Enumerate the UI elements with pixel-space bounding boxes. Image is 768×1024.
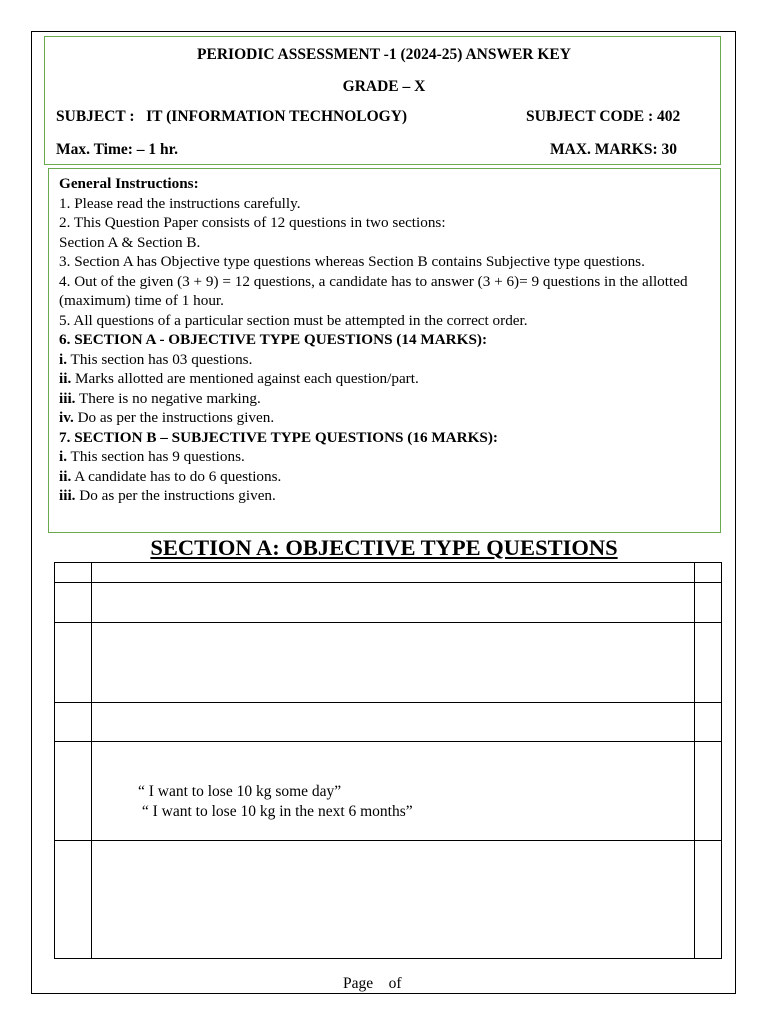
general-instructions [48,168,721,533]
item-number: ii. [59,467,72,485]
item-text: Do as per the instructions given. [75,487,276,504]
instruction-line: 2. This Question Paper consists of 12 questions in two sections: [59,214,446,231]
quote-line: “ I want to lose 10 kg some day” [138,783,342,800]
table-cell [55,623,92,703]
table-cell [92,583,695,623]
section-b-instruction-item [59,486,712,506]
item-number: i. [59,350,68,368]
item-text: This section has 03 questions. [67,350,253,368]
section-a-title [0,535,768,561]
section-a-instruction-item [59,389,712,409]
quote-line: “ I want to lose 10 kg in the next 6 months” [138,803,413,820]
section-a-title-text: SECTION A: OBJECTIVE TYPE QUESTIONS [150,535,618,560]
item-number: iii. [59,487,76,504]
table-cell [695,623,722,703]
item-number: iv. [59,409,74,426]
table-row [55,563,722,583]
quote-block [92,742,694,822]
section-b-instructions-heading: 7. SECTION B – SUBJECTIVE TYPE QUESTIONS (16 MARKS): [59,428,498,446]
table-cell [695,563,722,583]
instruction-line: 5. All questions of a particular section must be attempted in the correct order. [59,311,528,329]
instruction-line: 4. Out of the given (3 + 9) = 12 questions, a candidate has to answer (3 + 6)= 9 questions in the allotted (maximum) time of 1 hour. [59,272,688,309]
item-text: Do as per the instructions given. [73,409,275,426]
page-footer: Page of [343,975,402,992]
grade-label: GRADE – X [342,78,426,95]
table-cell [92,623,695,703]
section-b-instruction-item [59,467,712,487]
table-cell [695,583,722,623]
section-a-instruction-item [59,408,712,428]
item-text: Marks allotted are mentioned against each question/part. [71,370,419,387]
item-number: iii. [59,389,76,407]
section-a-instructions-heading: 6. SECTION A - OBJECTIVE TYPE QUESTIONS (14 MARKS): [59,331,487,348]
section-a-instruction-item [59,369,712,389]
section-b-instruction-item [59,447,712,467]
instructions-heading: General Instructions: [59,175,199,192]
item-text: There is no negative marking. [75,389,261,407]
instruction-line: 1. Please read the instructions carefully. [59,194,301,212]
subject-code: SUBJECT CODE : 402 [526,108,681,125]
table-cell [55,703,92,742]
table-cell [92,563,695,583]
table-cell [55,742,92,841]
table-row [55,583,722,623]
subject-label: SUBJECT : IT (INFORMATION TECHNOLOGY) [56,108,408,125]
table-cell [695,841,722,959]
table-row [55,841,722,959]
table-cell [695,742,722,841]
table-row [55,703,722,742]
table-cell [55,563,92,583]
instruction-line: 3. Section A has Objective type questions whereas Section B contains Subjective type questions. [59,253,645,270]
table-cell [55,841,92,959]
table-row [55,623,722,703]
questions-table [54,562,722,959]
section-a-instruction-item [59,350,712,370]
table-row [55,742,722,841]
table-cell [92,841,695,959]
table-cell [92,703,695,742]
item-text: A candidate has to do 6 questions. [71,467,282,485]
table-cell [695,703,722,742]
instruction-line: Section A & Section B. [59,233,201,251]
item-text: This section has 9 questions. [67,448,245,465]
item-number: i. [59,448,68,465]
table-cell [92,742,695,841]
table-cell [55,583,92,623]
max-time: Max. Time: – 1 hr. [56,141,178,158]
item-number: ii. [59,370,72,387]
max-marks: MAX. MARKS: 30 [550,141,677,158]
exam-title: PERIODIC ASSESSMENT -1 (2024-25) ANSWER KEY [197,46,571,63]
